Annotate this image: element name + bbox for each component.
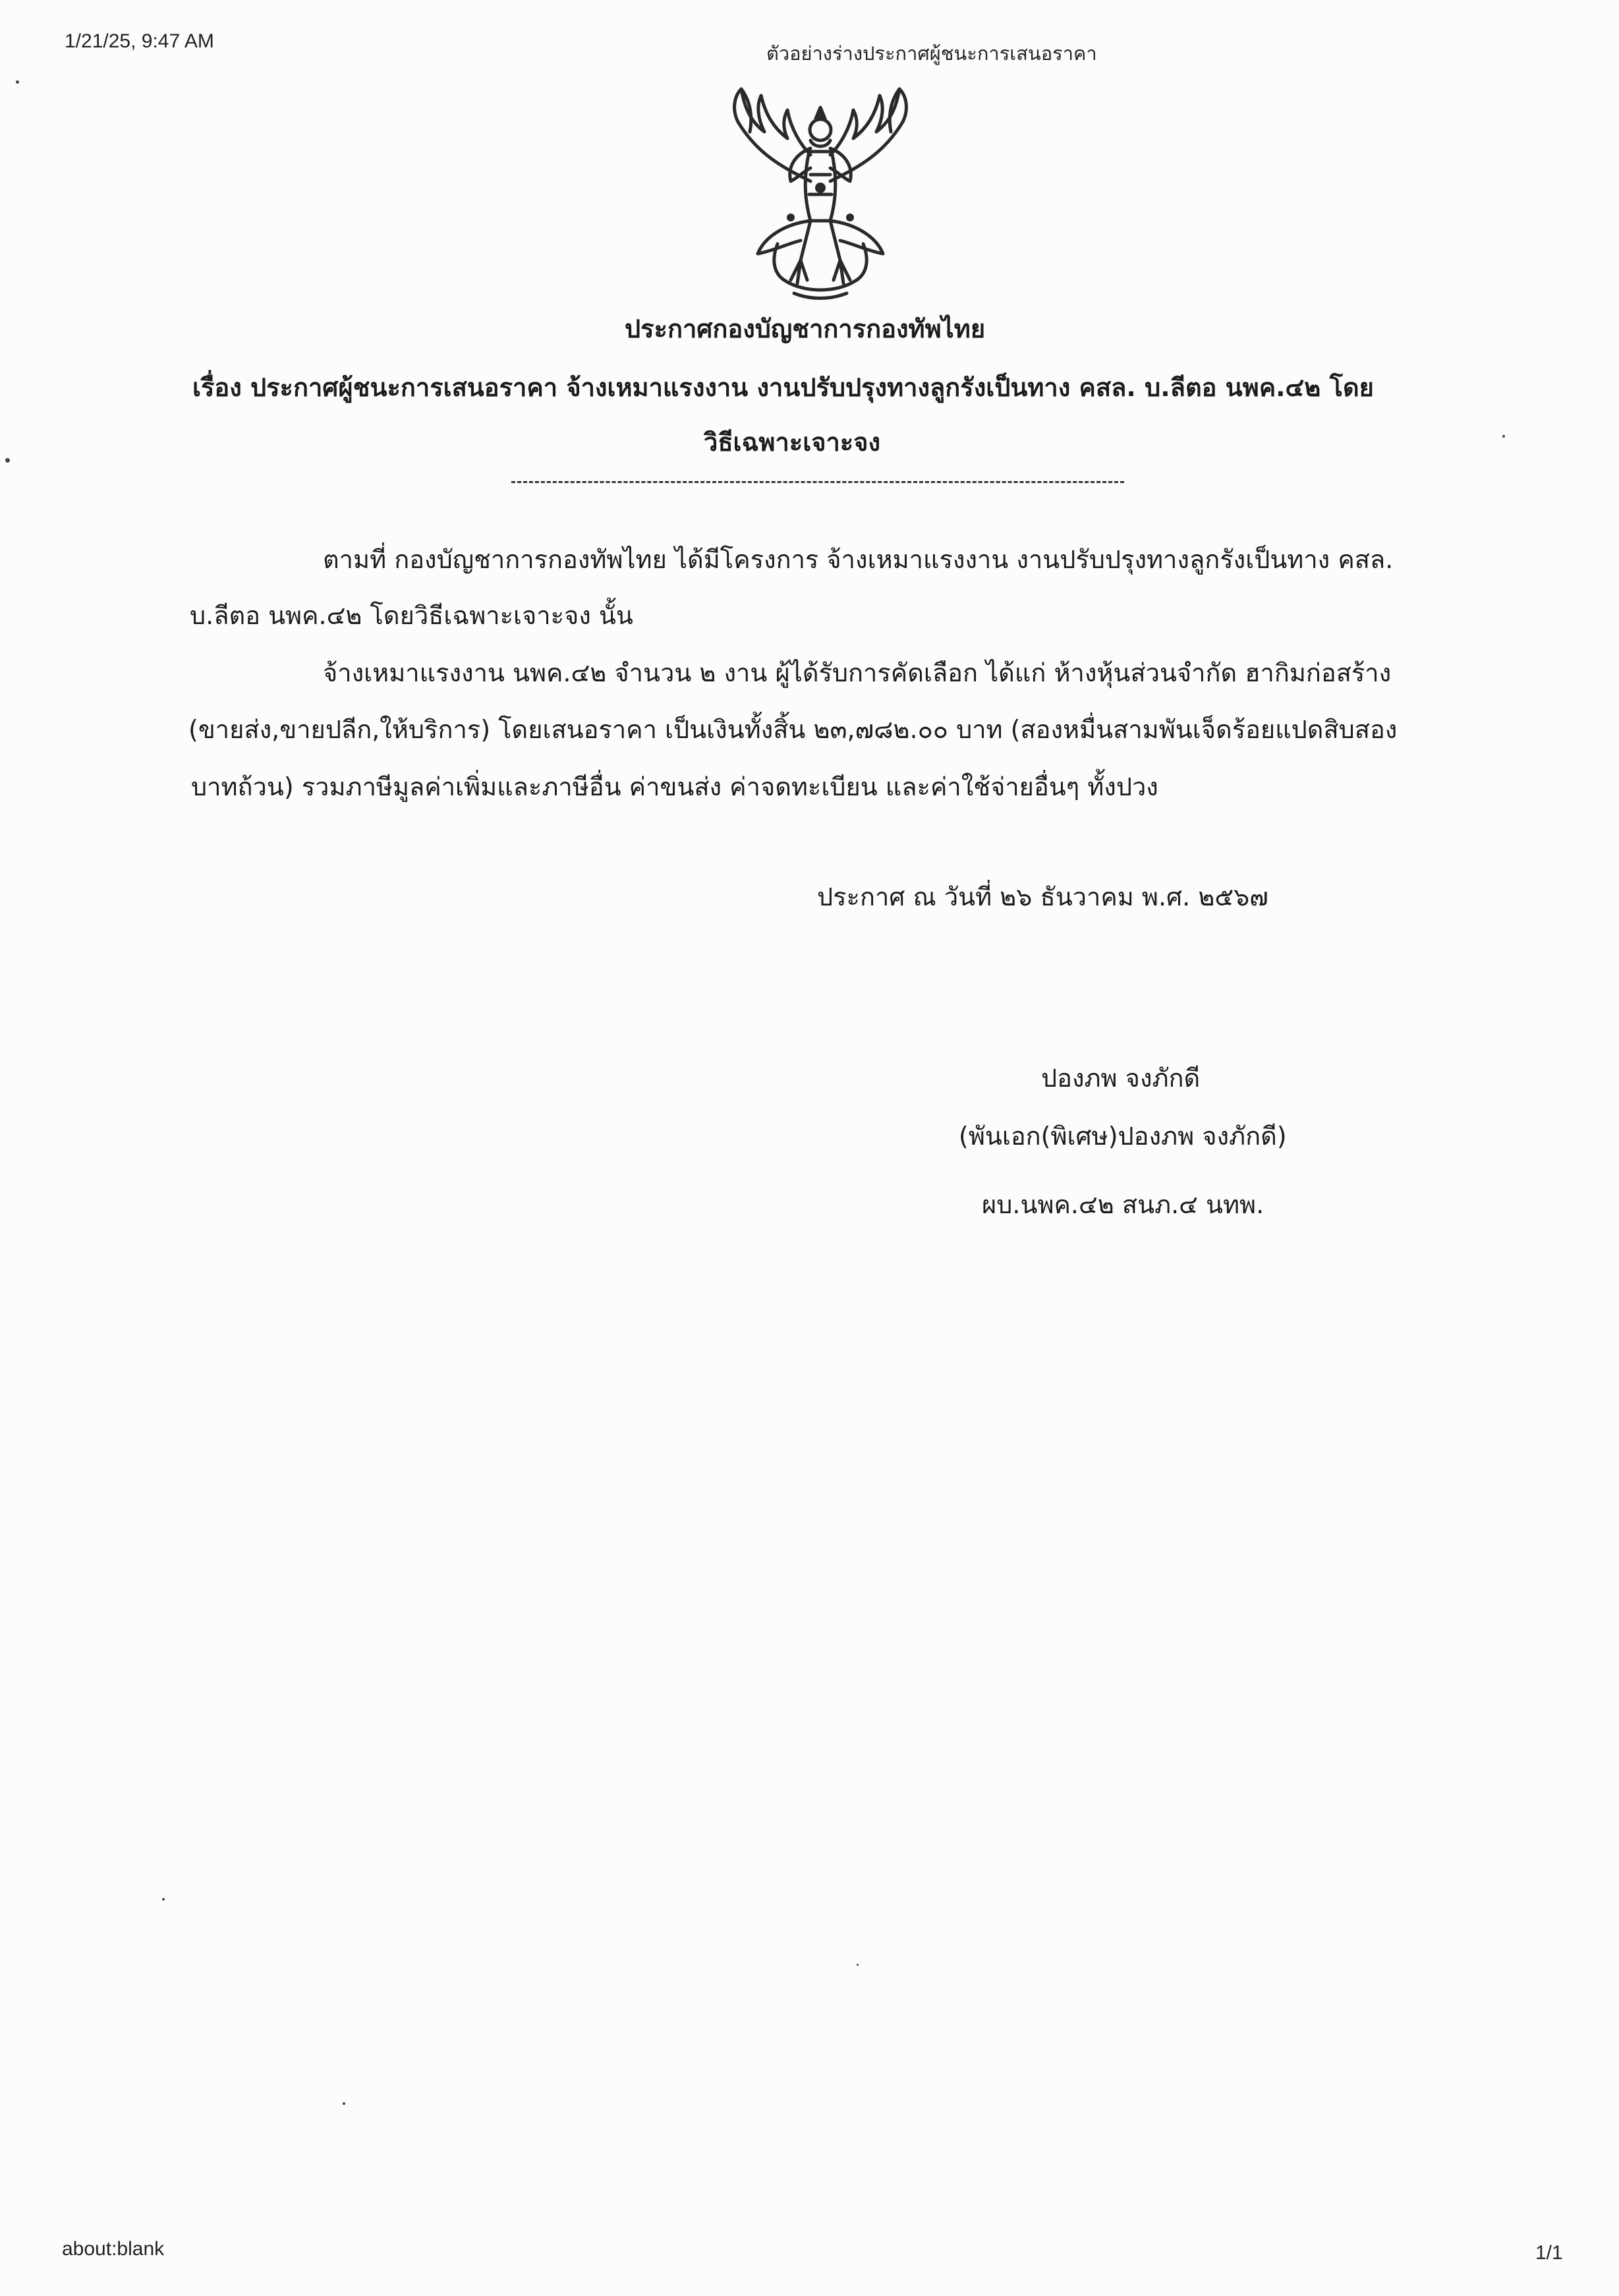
paragraph-2-line-2: (ขายส่ง,ขายปลีก,ให้บริการ) โดยเสนอราคา เป็นเงินทั้งสิ้น ๒๓,๗๘๒.๐๐ บาท (สองหมื่นสามพันเจ็ดร้อยแปดสิบสอง bbox=[188, 715, 1398, 744]
heading-subject-line1: เรื่อง ประกาศผู้ชนะการเสนอราคา จ้างเหมาแรงงาน งานปรับปรุงทางลูกรังเป็นทาง คสล. บ.ลีตอ นพค.๔๒ โดย bbox=[192, 373, 1374, 402]
separator-line bbox=[511, 481, 1124, 483]
signature-position: ผบ.นพค.๔๒ สนภ.๔ นทพ. bbox=[982, 1190, 1264, 1219]
print-timestamp: 1/21/25, 9:47 AM bbox=[65, 30, 214, 52]
heading-subject-line2: วิธีเฉพาะเจาะจง bbox=[704, 428, 881, 457]
garuda-emblem-icon bbox=[712, 82, 929, 306]
paragraph-2-line-1: จ้างเหมาแรงงาน นพค.๔๒ จำนวน ๒ งาน ผู้ได้รับการคัดเลือก ได้แก่ ห้างหุ้นส่วนจำกัด ฮากิมก่อสร้าง bbox=[323, 658, 1392, 687]
print-document-title: ตัวอย่างร่างประกาศผู้ชนะการเสนอราคา bbox=[766, 43, 1097, 65]
paragraph-1-line-2: บ.ลีตอ นพค.๔๒ โดยวิธีเฉพาะเจาะจง นั้น bbox=[190, 601, 633, 630]
scan-speck bbox=[162, 1898, 165, 1901]
announcement-date: ประกาศ ณ วันที่ ๒๖ ธันวาคม พ.ศ. ๒๕๖๗ bbox=[817, 882, 1268, 911]
heading-organization: ประกาศกองบัญชาการกองทัพไทย bbox=[625, 314, 986, 343]
scan-speck bbox=[5, 458, 10, 463]
print-page-count: 1/1 bbox=[1535, 2242, 1563, 2264]
signature-rank-name: (พันเอก(พิเศษ)ปองภพ จงภักดี) bbox=[959, 1122, 1287, 1151]
scan-speck bbox=[1502, 435, 1505, 438]
scan-speck bbox=[343, 2102, 345, 2105]
scan-speck bbox=[16, 80, 19, 84]
paragraph-2-line-3: บาทถ้วน) รวมภาษีมูลค่าเพิ่มและภาษีอื่น ค่าขนส่ง ค่าจดทะเบียน และค่าใช้จ่ายอื่นๆ ทั้งปวง bbox=[191, 772, 1158, 801]
paragraph-1-line-1: ตามที่ กองบัญชาการกองทัพไทย ได้มีโครงการ จ้างเหมาแรงงาน งานปรับปรุงทางลูกรังเป็นทาง คสล. bbox=[323, 545, 1394, 574]
signature-name: ปองภพ จงภักดี bbox=[1041, 1064, 1201, 1093]
print-url: about:blank bbox=[62, 2238, 165, 2260]
scan-speck bbox=[857, 1964, 859, 1966]
